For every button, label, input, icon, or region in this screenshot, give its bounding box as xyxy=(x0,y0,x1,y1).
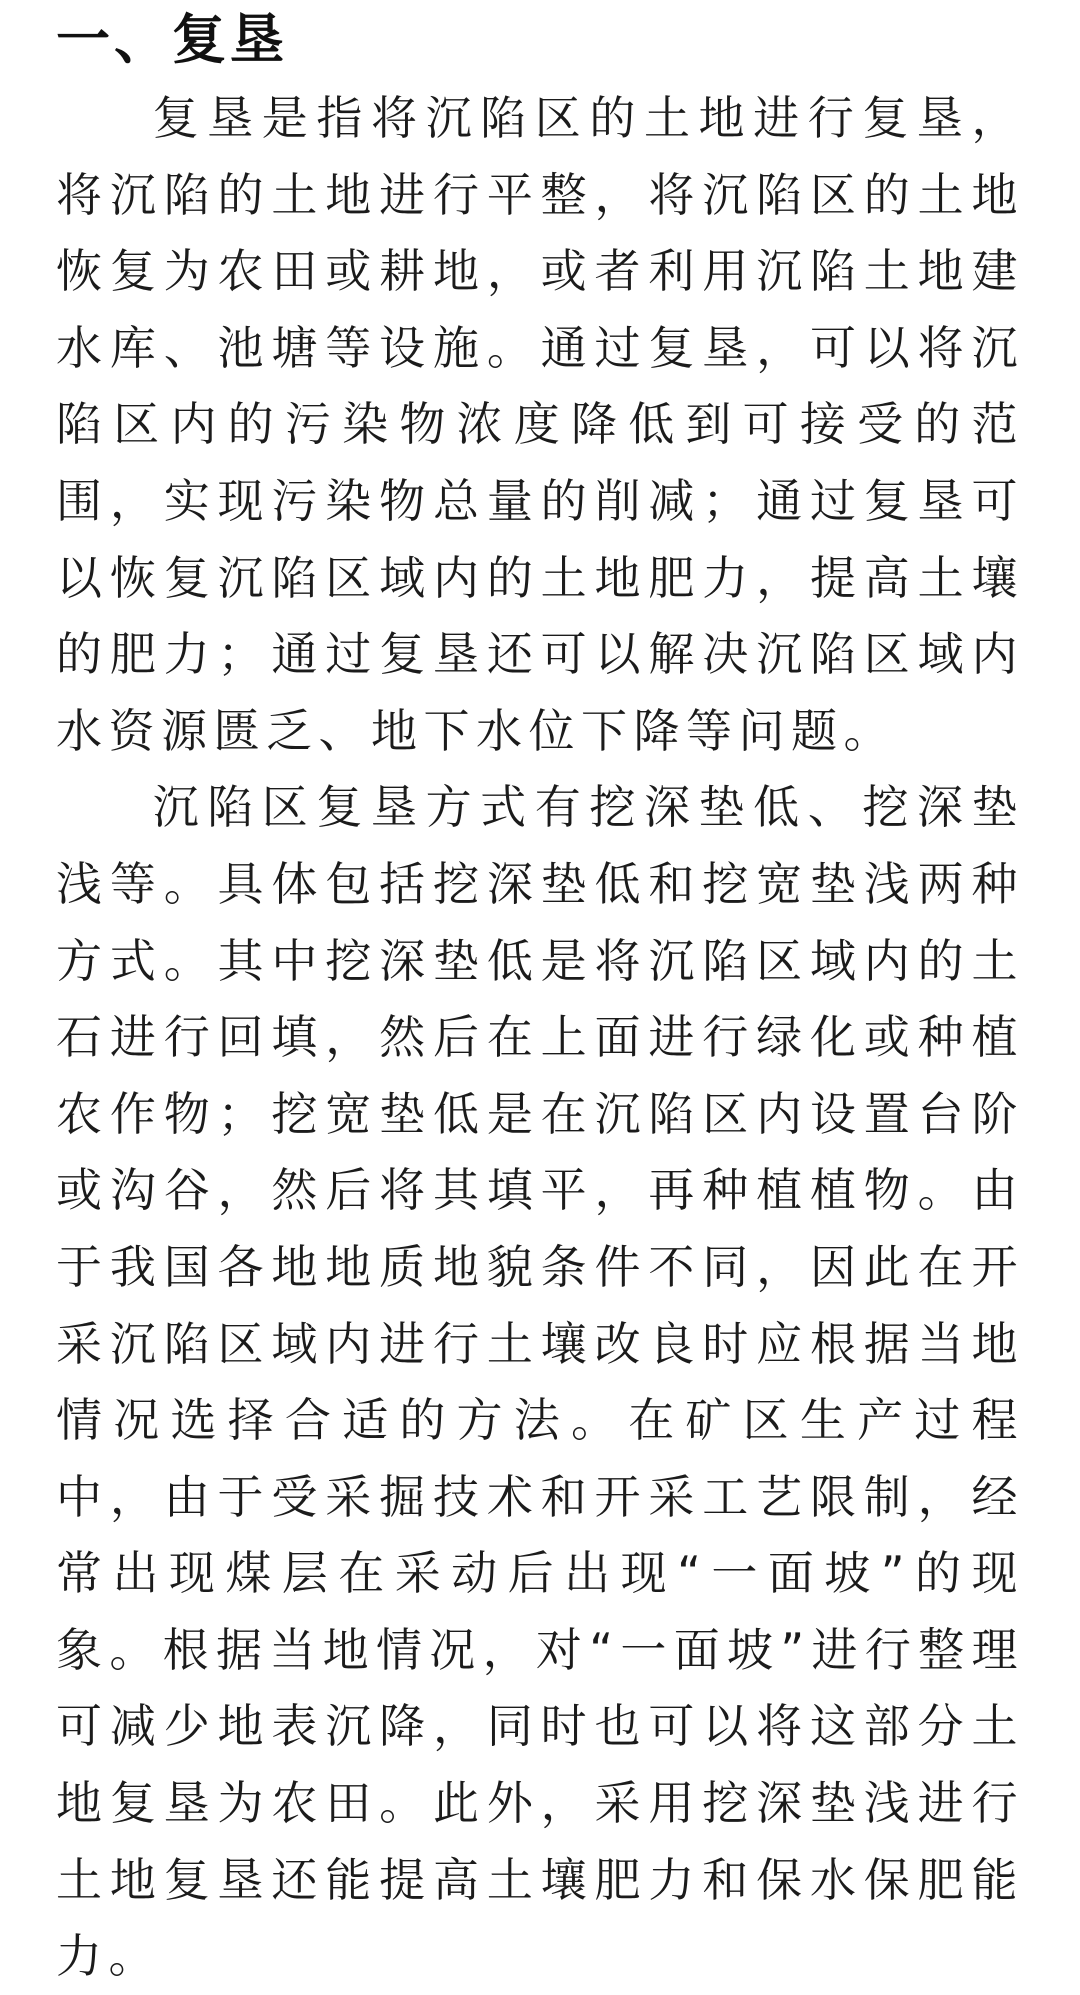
paragraph-reclamation-methods: 沉陷区复垦方式有挖深垫低、挖深垫浅等。具体包括挖深垫低和挖宽垫浅两种方式。其中挖深垫低是将沉陷区域内的土石进行回填，然后在上面进行绿化或种植农作物；挖宽垫低是在沉陷区内设置台阶或沟谷，然后将其填平，再种植植物。由于我国各地地质地貌条件不同，因此在开采沉陷区域内进行土壤改良时应根据当地情况选择合适的方法。在矿区生产过程中，由于受采掘技术和开采工艺限制，经常出现煤层在采动后出现“一面坡”的现象。根据当地情况，对“一面坡”进行整理可减少地表沉降，同时也可以将这部分土地复垦为农田。此外，采用挖深垫浅进行土地复垦还能提高土壤肥力和保水保肥能力。 xyxy=(56,780,1024,1984)
article xyxy=(56,0,1024,1995)
section-title: 一、复垦 xyxy=(56,8,288,71)
paragraph-reclamation-definition: 复垦是指将沉陷区的土地进行复垦，将沉陷的土地进行平整，将沉陷区的土地恢复为农田或耕地，或者利用沉陷土地建水库、池塘等设施。通过复垦，可以将沉陷区内的污染物浓度降低到可接受的范围，实现污染物总量的削减；通过复垦可以恢复沉陷区域内的土地肥力，提高土壤的肥力；通过复垦还可以解决沉陷区域内水资源匮乏、地下水位下降等问题。 xyxy=(56,91,1024,758)
